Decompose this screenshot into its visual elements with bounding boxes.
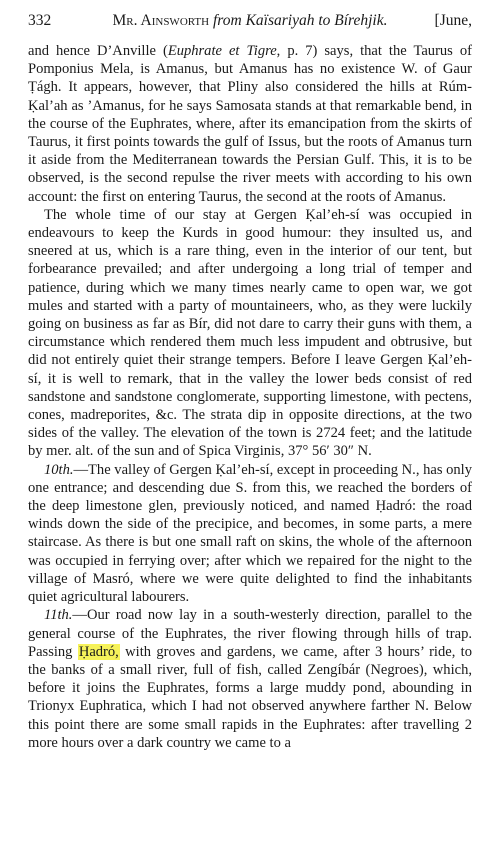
paragraph-3-text: —The valley of Gergen Ḳal’eh-sí, except in proceeding N., has only one entrance; and descending due S. from this, we reached the borders of the deep limestone glen, previously noticed, and named Ḥadró: the road winds down the side of the precipice, and becomes, in some parts, a mere staircase. As there is but one small raft on skins, the whole of the afternoon was occupied in ferrying over; after which we repaired for the night to the village of Masró, where we were quite delighted to find the inhabitants quiet agricultural labourers.: [28, 461, 472, 606]
running-head-author: Mr. Ainsworth: [112, 12, 210, 29]
paragraph-1-part-c: , p. 7) says, that the Taurus of Pomponius Mela, is Amanus, but Amanus has no existence W. of Gaur Ṭágh. It appears, however, that Pliny also considered the hills at Rúm-Ḳal’ah as ’Amanus, for he says Samosata stands at that remarkable bend, in the course of the Euphrates, where, after its emancipation from the skirts of Taurus, it first points towards the gulf of Issus, but the roots of Amanus turn it aside from the Mediterranean towards the Persian Gulf. This, it is to be observed, is the second repulse the river meets with according to his own account: the first on entering Taurus, the second at the roots of Amanus.: [28, 43, 472, 205]
highlighted-word: Ḥadró,: [78, 643, 119, 660]
body-text: [28, 42, 472, 752]
paragraph-4-before: —Our road now lay in a south-westerly direction, parallel to the general course of the Euphrates, the river flowing through hills of trap. Passing: [28, 607, 472, 660]
paragraph-4-after: with groves and gardens, we came, after 3 hours’ ride, to the banks of a small river, full of fish, called Zengíbár (Negroes), which, before it joins the Euphrates, forms a large muddy pond, abounding in Trionyx Euphratica, which I had not observed anywhere farther N. Below this point there are some small rapids in the Euphrates: after travelling 2 more hours over a dark country we came to a: [28, 643, 472, 751]
paragraph-2: The whole time of our stay at Gergen Ḳal’eh-sí was occupied in endeavours to keep the Kurds in good humour: they insulted us, and sneered at us, which is a rare thing, even in the interior of our tent, but forbearance prevailed; and after undergoing a long trial of temper and patience, during which we many times nearly came to open war, we got mules and started with a party of mountaineers, who, as they were luckily going on business as far as Bír, did not dare to carry their guns with them, a circumstance which rendered them much less impudent and obtrusive, but did not entirely quiet their strange tempers. Before I leave Gergen Ḳal’eh-sí, it is well to remark, that in the valley the lower beds consist of red sandstone and sandstone conglomerate, supporting limestone, with pectens, cones, madreporites, &c. The strata dip in opposite directions, at the two sides of the valley. The elevation of the town is 2724 feet; and the latitude by mer. alt. of the sun and of Spica Virginis, 37° 56′ 30″ N.: [28, 206, 472, 460]
running-head: [84, 10, 416, 32]
page-number: 332: [28, 12, 52, 29]
running-head-title: from Kaïsariyah to Bírehjik.: [212, 12, 388, 29]
paragraph-3: [28, 461, 472, 607]
citation-title: Euphrate et Tigre: [167, 43, 277, 59]
date-lead-10th: 10th.: [44, 461, 74, 478]
paragraph-4: [28, 606, 472, 752]
page-header: [28, 10, 472, 32]
paragraph-1: [28, 42, 472, 206]
date-lead-11th: 11th.: [44, 607, 73, 624]
paragraph-1-part-a: and hence D’Anville (: [28, 43, 168, 59]
header-date: [June,: [434, 12, 472, 29]
